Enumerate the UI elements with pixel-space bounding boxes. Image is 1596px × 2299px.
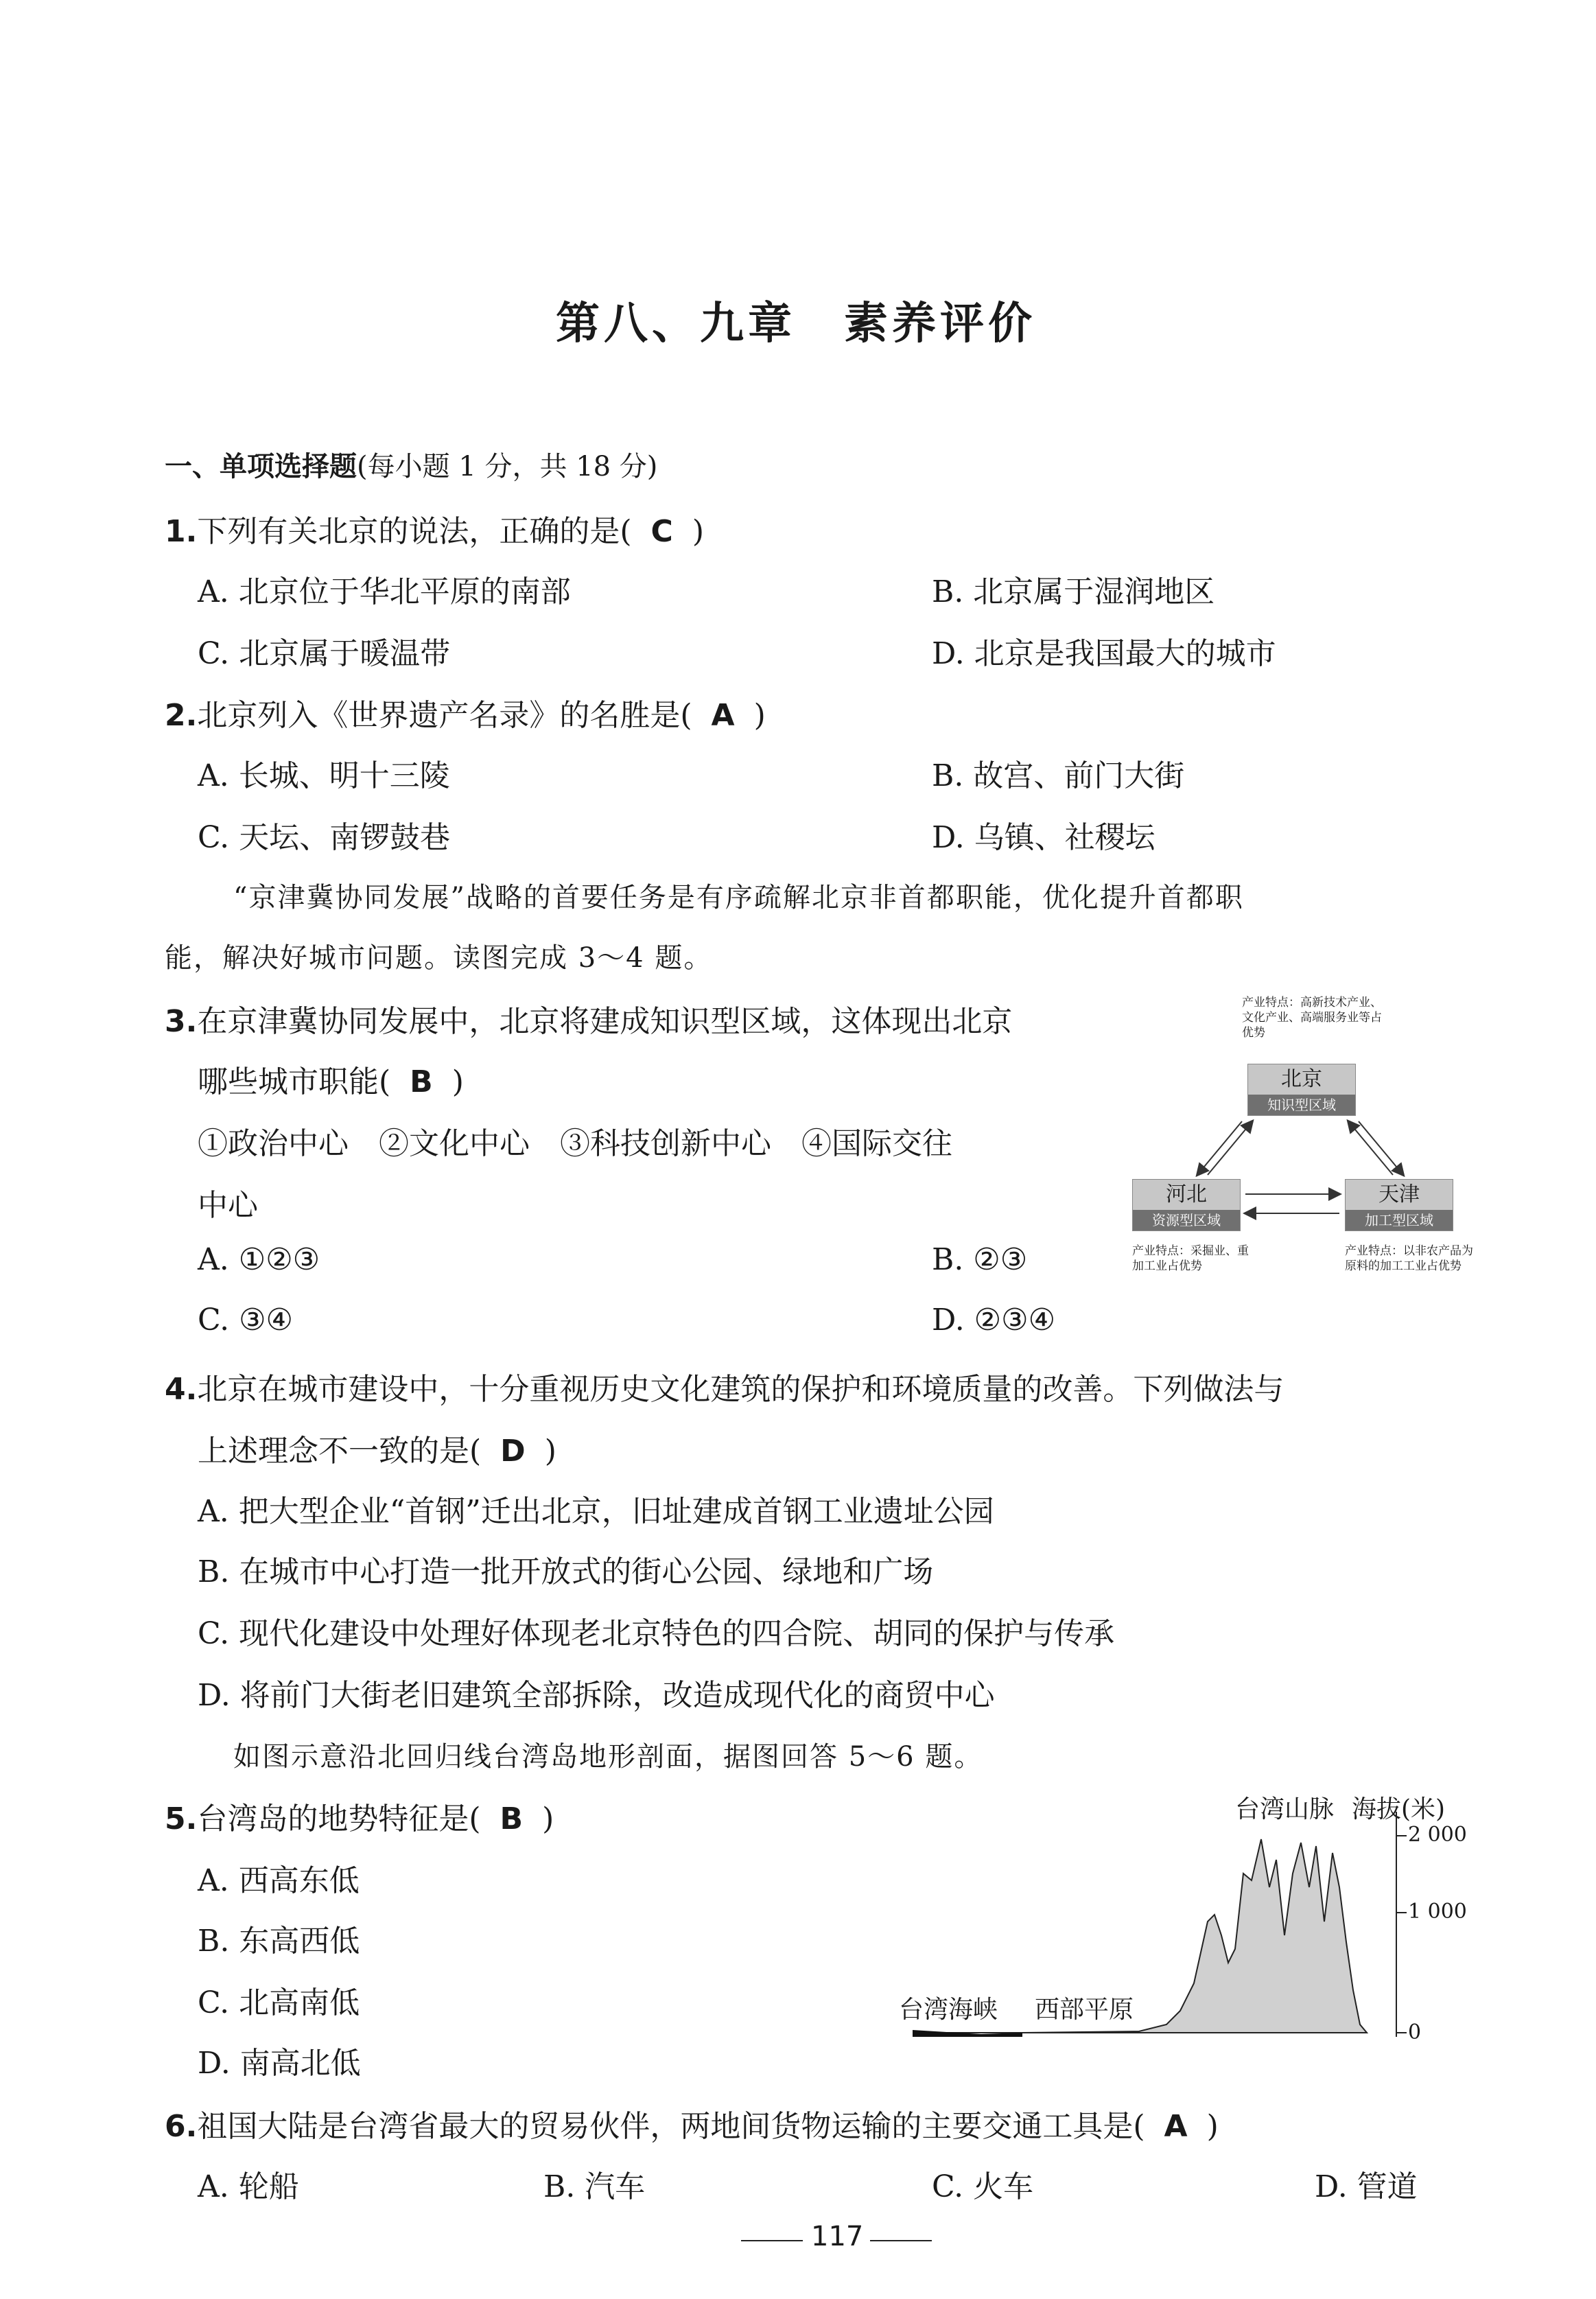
question-4-stem [165,1364,1284,1408]
question-5-stem [165,1794,554,1838]
intro-paragraph-line1: “京津冀协同发展”战略的首要任务是有序疏解北京非首都职能，优化提升首都职 [233,882,1244,913]
profile-axis-label: 海拔(米) [1352,1795,1446,1823]
q2-option-b: B. 故宫、前门大街 [932,758,1185,793]
question-number: 2. [165,698,198,733]
question-text: 北京列入《世界遗产名录》的名胜是( [197,698,692,733]
q6-option-d: D. 管道 [1315,2169,1418,2204]
taiwan-profile [885,1784,1489,2052]
section-heading [165,445,657,484]
question-text: 上述理念不一致的是( [198,1434,482,1469]
page-title: 第八、九章 素养评价 [556,299,1036,349]
intro-paragraph-line2: 能，解决好城市问题。读图完成 3～4 题。 [165,942,713,974]
q5-option-a: A. 西高东低 [198,1863,360,1898]
q6-option-c: C. 火车 [932,2169,1034,2204]
question-3-stem-line2 [198,1057,464,1101]
question-3-stem [165,996,1012,1040]
q3-option-c: C. ③④ [198,1303,293,1338]
q3-option-b: B. ②③ [932,1242,1028,1277]
question-6-stem [165,2101,1219,2145]
question-text: 哪些城市职能( [198,1064,391,1099]
answer-mark: A [1164,2109,1188,2144]
q3-items-line2: 中心 [198,1188,258,1223]
beijing-note: 产业特点：高新技术产业、文化产业、高端服务业等占优势 [1242,996,1382,1040]
answer-mark: B [500,1801,524,1836]
tick-0: 0 [1408,2020,1422,2044]
q5-option-d: D. 南高北低 [198,2046,361,2081]
jingjinji-diagram [1132,995,1489,1297]
question-number: 4. [165,1372,198,1407]
q1-option-b: B. 北京属于湿润地区 [932,574,1215,609]
q1-option-d: D. 北京是我国最大的城市 [932,636,1276,671]
section-note: (每小题 1 分，共 18 分) [357,451,658,482]
profile-strait-water [913,2030,1022,2037]
tianjin-name: 天津 [1378,1182,1420,1206]
question-text: 下列有关北京的说法，正确的是( [197,514,632,549]
page-rule-right [870,2240,932,2241]
bracket: ) [753,698,766,733]
q6-option-b: B. 汽车 [543,2169,646,2204]
question-text: 在京津冀协同发展中，北京将建成知识型区域，这体现出北京 [197,1004,1013,1039]
page-number: 117 [811,2221,864,2252]
section-label: 一、单项选择题 [165,451,357,482]
question-text: 祖国大陆是台湾省最大的贸易伙伴，两地间货物运输的主要交通工具是( [197,2109,1145,2144]
question-2-stem [165,690,766,734]
bracket: ) [544,1434,556,1469]
question-4-stem-line2 [198,1426,556,1470]
profile-mountain-label: 台湾山脉 [1235,1795,1335,1823]
profile-terrain [913,1839,1367,2033]
hebei-type: 资源型区域 [1133,1210,1240,1230]
question-number: 3. [165,1004,198,1039]
answer-mark: C [650,514,673,549]
q1-option-c: C. 北京属于暖温带 [198,636,451,671]
tick-1000: 1 000 [1408,1900,1467,1924]
question-number: 1. [165,514,198,549]
tianjin-type: 加工型区域 [1346,1210,1453,1230]
question-text: 台湾岛的地势特征是( [197,1801,481,1836]
question-number: 5. [165,1801,198,1836]
q1-option-a: A. 北京位于华北平原的南部 [198,574,571,609]
beijing-type: 知识型区域 [1248,1095,1355,1115]
q3-items: ①政治中心 ②文化中心 ③科技创新中心 ④国际交往 [198,1126,952,1161]
q3-option-a: A. ①②③ [198,1242,320,1277]
q4-option-a: A. 把大型企业“首钢”迁出北京，旧址建成首钢工业遗址公园 [198,1494,994,1529]
q2-option-c: C. 天坛、南锣鼓巷 [198,820,451,855]
q6-option-a: A. 轮船 [198,2169,299,2204]
profile-chart [885,1784,1489,2052]
profile-plain-label: 西部平原 [1035,1996,1134,2024]
bracket: ) [542,1801,554,1836]
bracket: ) [1206,2109,1219,2144]
q2-option-a: A. 长城、明十三陵 [198,758,450,793]
q5-option-c: C. 北高南低 [198,1985,360,2020]
bracket: ) [692,514,704,549]
answer-mark: B [410,1064,433,1099]
q2-option-d: D. 乌镇、社稷坛 [932,820,1155,855]
hebei-name: 河北 [1166,1182,1207,1206]
question-1-stem [165,506,704,550]
tick-2000: 2 000 [1408,1823,1467,1847]
q4-option-c: C. 现代化建设中处理好体现老北京特色的四合院、胡同的保护与传承 [198,1616,1115,1651]
q3-option-d: D. ②③④ [932,1303,1056,1338]
q5-option-b: B. 东高西低 [198,1924,360,1959]
hebei-note: 产业特点：采掘业、重加工业占优势 [1132,1244,1249,1273]
bracket: ) [451,1064,464,1099]
q4-option-d: D. 将前门大街老旧建筑全部拆除，改造成现代化的商贸中心 [198,1678,995,1713]
question-number: 6. [165,2109,198,2144]
beijing-name: 北京 [1281,1067,1322,1091]
answer-mark: A [711,698,735,733]
answer-mark: D [500,1434,526,1469]
question-text: 北京在城市建设中，十分重视历史文化建筑的保护和环境质量的改善。下列做法与 [197,1372,1284,1407]
profile-strait-label: 台湾海峡 [899,1996,998,2024]
intro2-paragraph: 如图示意沿北回归线台湾岛地形剖面，据图回答 5～6 题。 [233,1741,983,1773]
q4-option-b: B. 在城市中心打造一批开放式的街心公园、绿地和广场 [198,1554,934,1589]
page-rule-left [741,2240,803,2241]
tianjin-note: 产业特点：以非农产品为原料的加工工业占优势 [1345,1244,1473,1273]
